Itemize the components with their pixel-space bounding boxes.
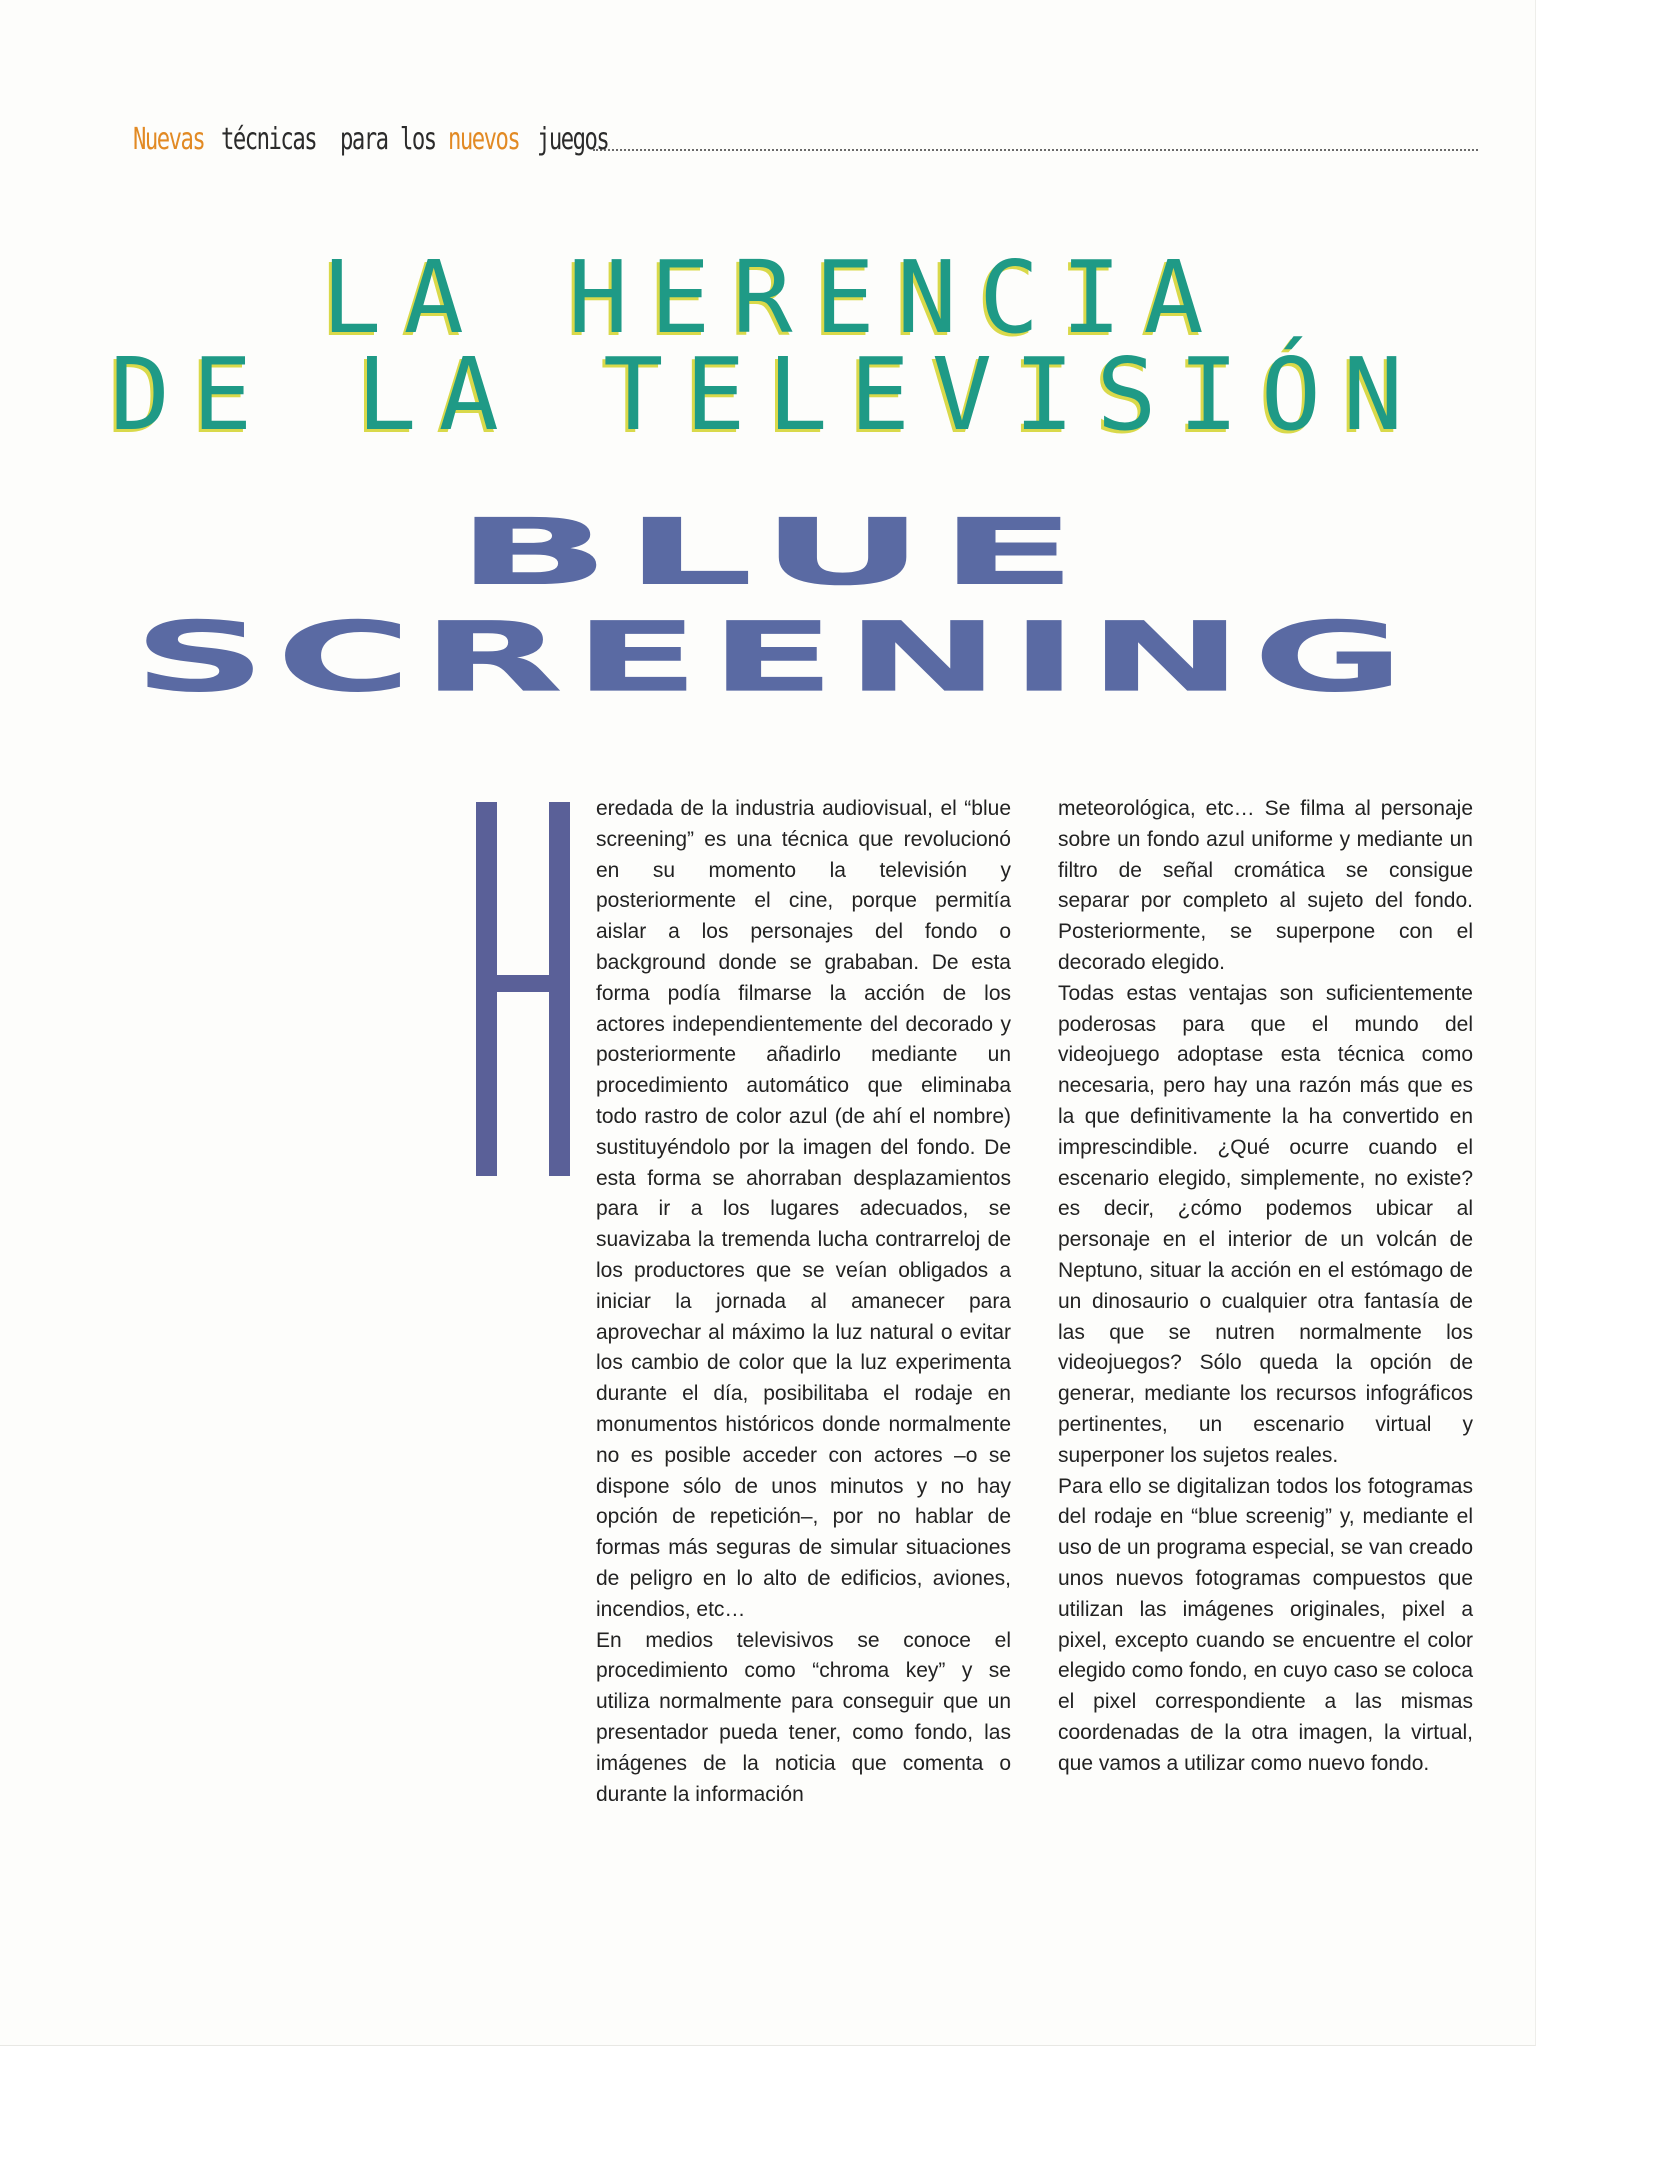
dropcap-stroke [549,802,570,1176]
section-header-word: nuevos [448,122,520,157]
dotted-rule [593,149,1478,151]
section-header [133,116,1478,158]
section-header-title [133,122,609,158]
dropcap-letter-h [476,802,570,1176]
headline-line-1: LA HERENCIA [321,239,1226,356]
body-paragraph: eredada de la industria audiovisual, el “blue screening” es una técnica que revolucionó en su momento la televisión y posteriormente el cine, porque permitía aislar a los personajes del fondo o background donde se grababan. De esta forma podía filmarse la acción de los actores independientemente del decorado y posteriormente añadirlo mediante un procedimiento automático que eliminaba todo rastro de color azul (de ahí el nombre) sustituyéndolo por la imagen del fondo. De esta forma se ahorraban desplazamientos para ir a los lugares adecuados, se suavizaba la tremenda lucha contrarreloj de los productores que se veían obligados a iniciar la jornada al amanecer para aprovechar al máximo la luz natural o evitar los cambio de color que la luz experimenta durante el día, posibilitaba el rodaje en monumentos históricos donde normalmente no es posible acceder con actores –o se dispone sólo de unos minutos y no hay opción de repetición–, por no hablar de formas más seguras de simular situaciones de peligro en lo alto de edificios, aviones, incendios, etc… [596,797,1011,1621]
body-column-2 [1058,794,1473,1780]
title-line-2: SCREENING [132,600,1415,714]
body-paragraph: En medios televisivos se conoce el procedimiento como “chroma key” y se utiliza normalmente para conseguir que un presentador pueda tener, como fondo, las imágenes de la noticia que comenta o durante la información [596,1628,1011,1806]
body-paragraph: meteorológica, etc… Se filma al personaje sobre un fondo azul uniforme y mediante un filtro de señal cromática se consigue separar por completo al sujeto del fondo. Posteriormente, se superpone con el decorado elegido. [1058,797,1473,974]
section-header-word: juegos [536,122,609,157]
body-paragraph: Para ello se digitalizan todos los fotogramas del rodaje en “blue screenig” y, mediante el uso de un programa especial, se van creado unos nuevos fotogramas compuestos que utilizan las imágenes originales, pixel a pixel, excepto cuando se encuentre el color elegido como fondo, en cuyo caso se coloca el pixel correspondiente a las mismas coordenadas de la otra imagen, la virtual, que vamos a utilizar como nuevo fondo. [1058,1474,1473,1775]
section-header-word: los [400,122,436,157]
section-header-word: Nuevas [133,122,205,157]
section-header-word: para [339,122,388,157]
headline-line-2: DE LA TELEVISIÓN [109,336,1426,453]
body-column-1 [596,794,1011,1810]
title-line-1: BLUE [455,498,1092,606]
section-header-word: técnicas [221,122,317,157]
body-paragraph: Todas estas ventajas son suficientemente poderosas para que el mundo del videojuego adoptase esta técnica como necesaria, pero hay una razón más que es la que definitivamente la ha convertido en imprescindible. ¿Qué ocurre cuando el escenario elegido, simplemente, no existe? es decir, ¿cómo podemos ubicar al personaje en el interior de un volcán de Neptuno, situar la acción en el estómago de un dinosaurio o cualquier otra fantasía de las que se nutren normalmente los videojuegos? Sólo queda la opción de generar, mediante los recursos infográficos pertinentes, un escenario virtual y superponer los sujetos reales. [1058,981,1473,1467]
